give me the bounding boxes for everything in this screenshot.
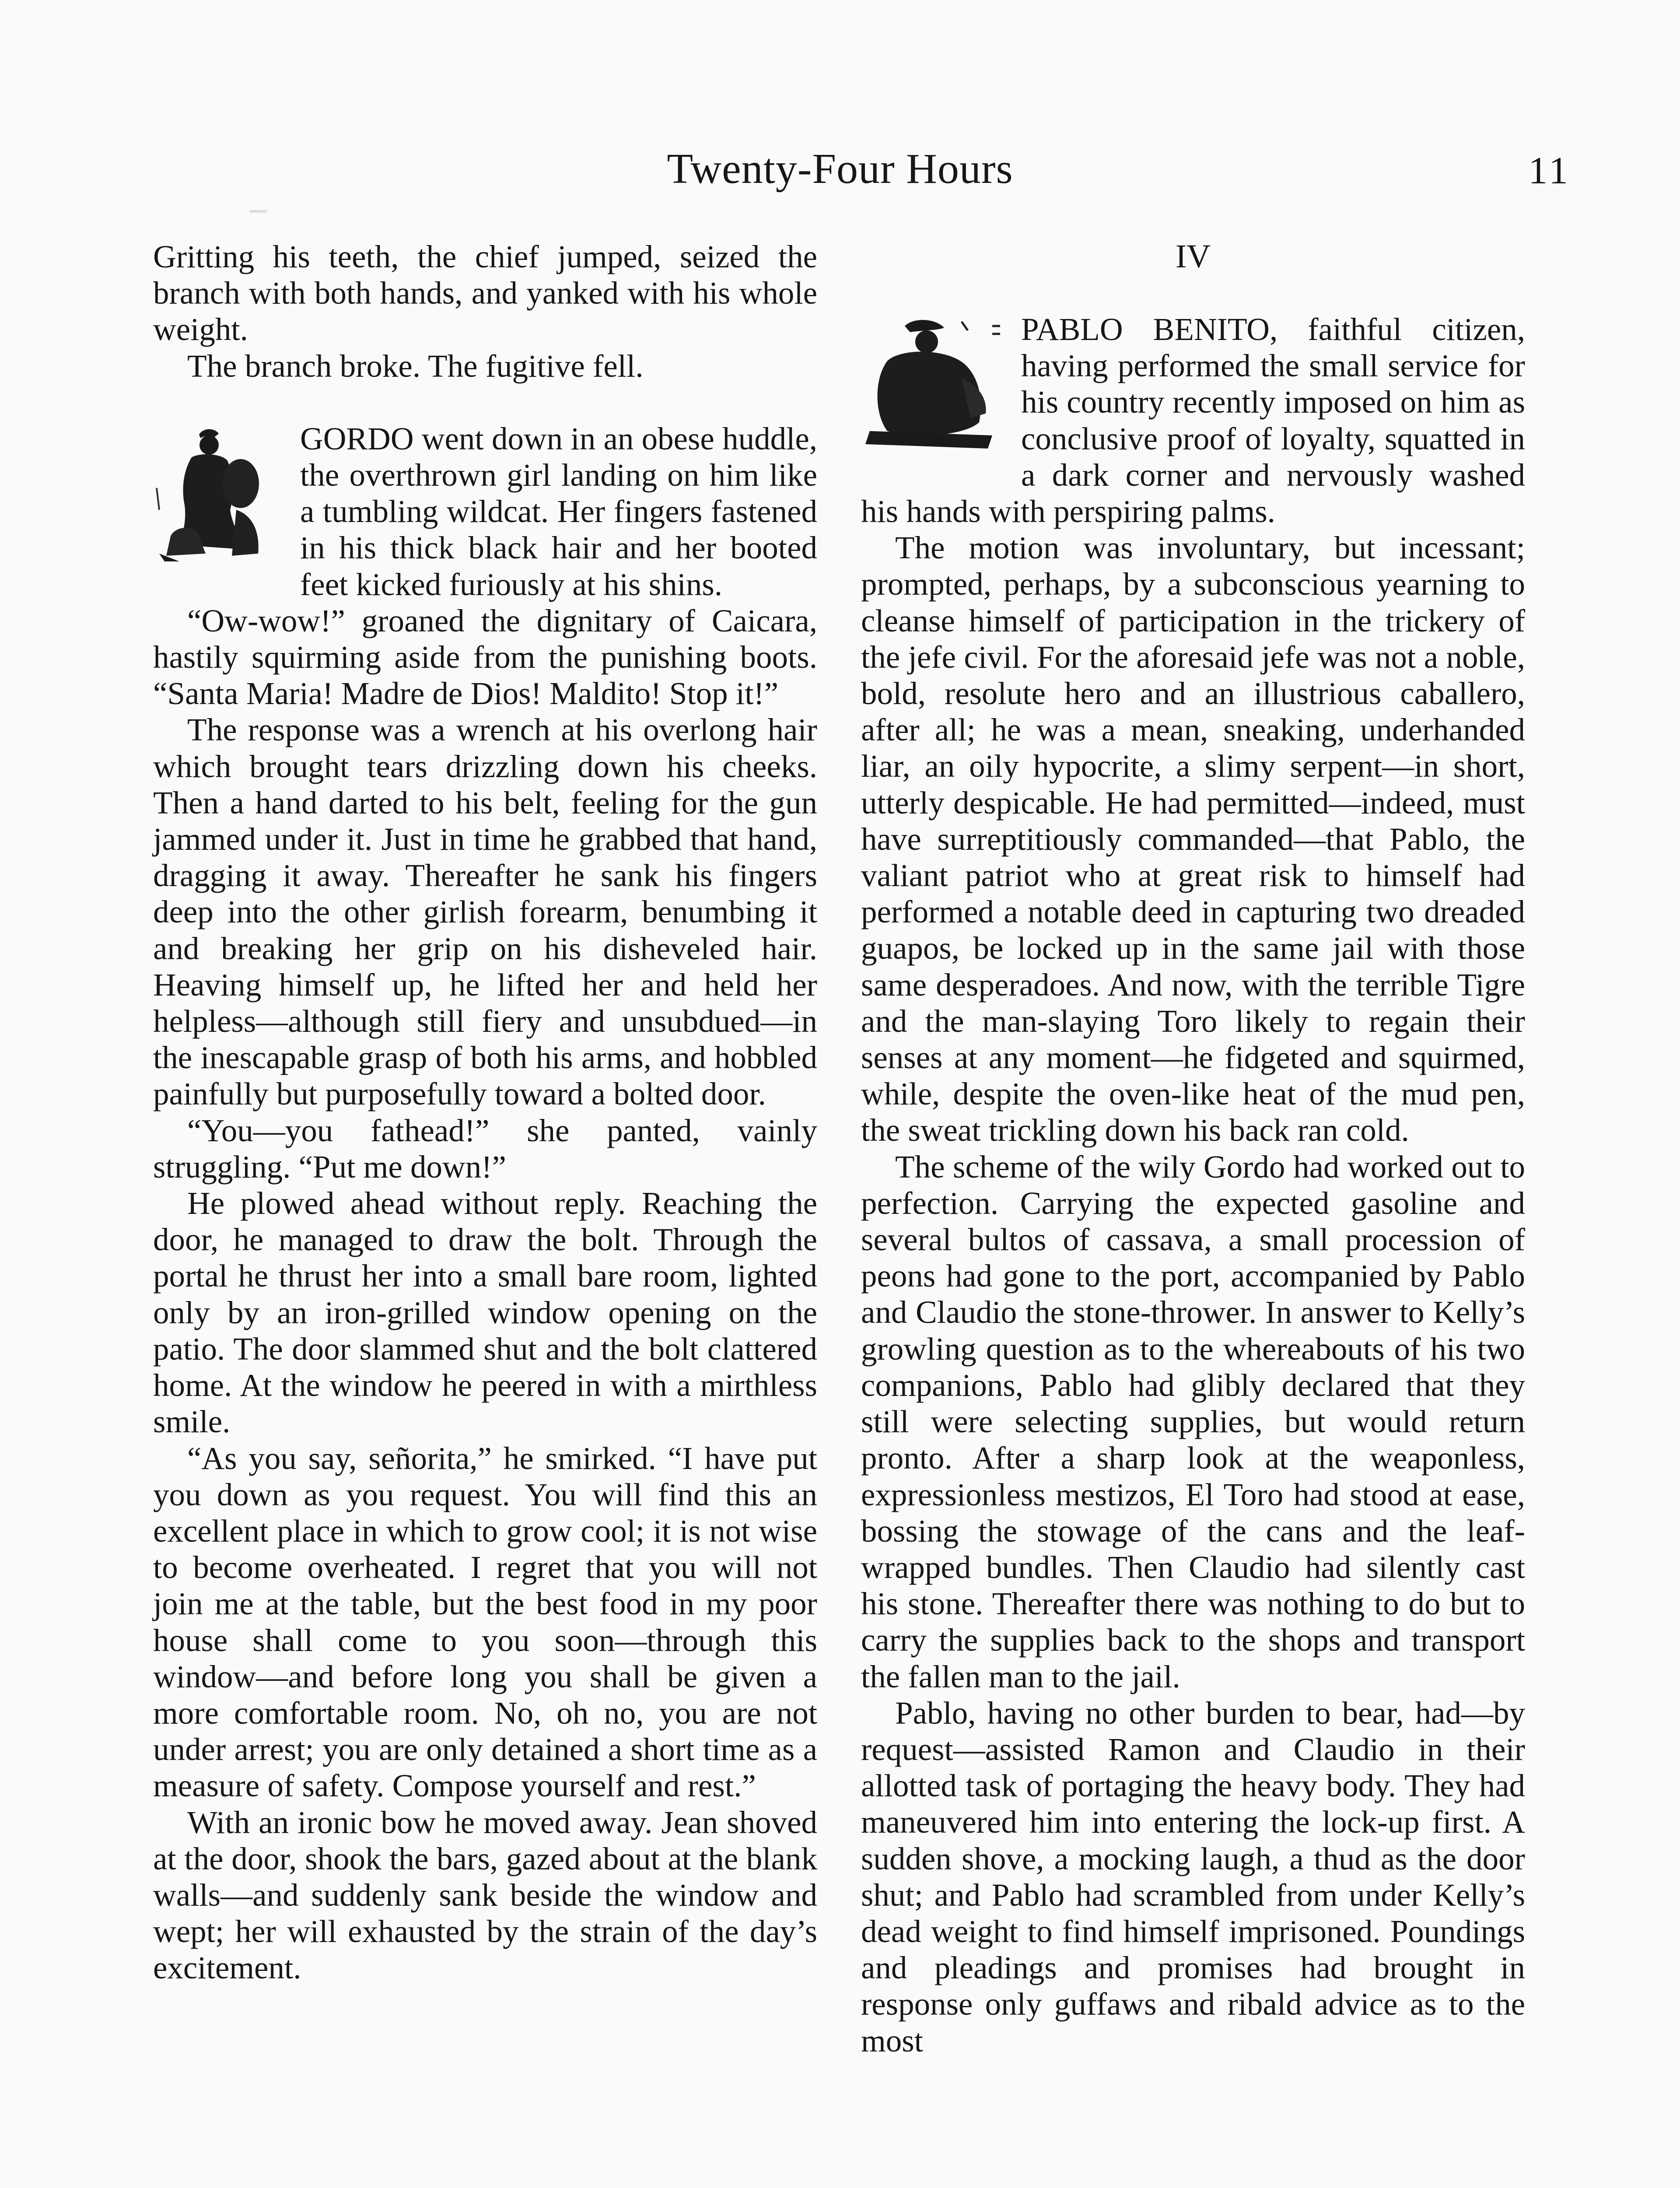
right-column — [861, 238, 1525, 2059]
paper-smudge — [249, 210, 267, 213]
paragraph: The motion was involuntary, but incessant; prompted, perhaps, by a subconscious yearning to cleanse himself of participation in the trickery of the jefe civil. For the aforesaid jefe was not a noble, bold, resolute hero and an illustrious caballero, after all; he was a mean, sneaking, underhanded liar, an oily hypocrite, a slimy serpent—in short, utterly despicable. He had permitted—indeed, must have surreptitiously commanded—that Pablo, the valiant patriot who at great risk to himself had performed a notable deed in capturing two dreaded guapos, be locked up in the same jail with those same desperadoes. And now, with the terrible Tigre and the man-slaying Toro likely to regain their senses at any moment—he fidgeted and squirmed, while, despite the oven-like heat of the mud pen, the sweat trickling down his back ran cold. — [861, 530, 1525, 1148]
paragraph: The scheme of the wily Gordo had worked out to perfection. Carrying the expected gasoline and several bultos of cassava, a small procession of peons had gone to the port, accompanied by Pablo and Claudio the stone-thrower. In answer to Kelly’s growling question as to the whereabouts of his two companions, Pablo had glibly declared that they still were selecting supplies, but would return pronto. After a sharp look at the weaponless, expressionless mestizos, El Toro had stood at ease, bossing the stowage of the cans and the leaf-wrapped bundles. Then Claudio had silently cast his stone. Thereafter there was nothing to do but to carry the supplies back to the shops and transport the fallen man to the jail. — [861, 1149, 1525, 1694]
running-title: Twenty-Four Hours — [667, 145, 1013, 193]
illustration-pablo — [861, 313, 1005, 457]
left-column — [153, 238, 817, 1986]
paragraph: He plowed ahead without reply. Reaching the door, he managed to draw the bolt. Through the portal he thrust her into a small bare room, lighted only by an iron-grilled window opening on the patio. The door slammed shut and the bolt clattered home. At the window he peered in with a mirthless smile. — [153, 1185, 817, 1440]
paragraph: “You—you fathead!” she panted, vainly struggling. “Put me down!” — [153, 1112, 817, 1185]
page-number: 11 — [1528, 150, 1571, 192]
paragraph: Pablo, having no other burden to bear, had—by request—assisted Ramon and Claudio in their allotted task of portaging the heavy body. They had maneuvered him into entering the lock-up first. A sudden shove, a mocking laugh, a thud as the door shut; and Pablo had scrambled from under Kelly’s dead weight to find himself imprisoned. Poundings and pleadings and promises had brought in response only guffaws and ribald advice as to the most — [861, 1695, 1525, 2058]
paragraph: With an ironic bow he moved away. Jean shoved at the door, shook the bars, gazed about at the blank walls—and suddenly sank beside the window and wept; her will exhausted by the strain of the day’s excitement. — [153, 1804, 817, 1986]
paragraph: PABLO BENITO, faithful citizen, having performed the small service for his country recently imposed on him as conclusive proof of loyalty, squatted in a dark corner and nervously washed his hands with perspiring palms. — [861, 312, 1525, 529]
paragraph: “Ow-wow!” groaned the dignitary of Caicara, hastily squirming aside from the punishing boots. “Santa Maria! Madre de Dios! Maldito! Stop it!” — [153, 603, 817, 712]
pablo-figure-icon — [861, 313, 1005, 457]
paragraph: Gritting his teeth, the chief jumped, seized the branch with both hands, and yanked with his whole weight. — [153, 239, 817, 347]
illustration-gordo-and-girl — [153, 422, 284, 562]
paragraph: GORDO went down in an obese huddle, the overthrown girl landing on him like a tumbling wildcat. Her fingers fastened in his thick black hair and her booted feet kicked furiously at his shins. — [300, 421, 818, 602]
paragraph: “As you say, señorita,” he smirked. “I have put you down as you request. You will find this an excellent place in which to grow cool; it is not wise to become overheated. I regret that you will not join me at the table, but the best food in my poor house shall come to you soon—through this window—and before long you shall be given a more comfortable room. No, oh no, you are not under arrest; you are only detained a short time as a measure of safety. Compose yourself and rest.” — [153, 1440, 817, 1804]
paragraph: The branch broke. The fugitive fell. — [187, 348, 644, 384]
paragraph: The response was a wrench at his overlong hair which brought tears drizzling down his cheeks. Then a hand darted to his belt, feeling for the gun jammed under it. Just in time he grabbed that hand, dragging it away. Thereafter he sank his fingers deep into the other girlish forearm, benumbing it and breaking her grip on his disheveled hair. Heaving himself up, he lifted her and held her helpless—although still fiery and unsubdued—in the inescapable grasp of both his arms, and hobbled painfully but purposefully toward a bolted door. — [153, 712, 817, 1112]
gordo-figures-icon — [153, 422, 284, 562]
section-number: IV — [1175, 238, 1211, 275]
section-break — [153, 384, 817, 421]
